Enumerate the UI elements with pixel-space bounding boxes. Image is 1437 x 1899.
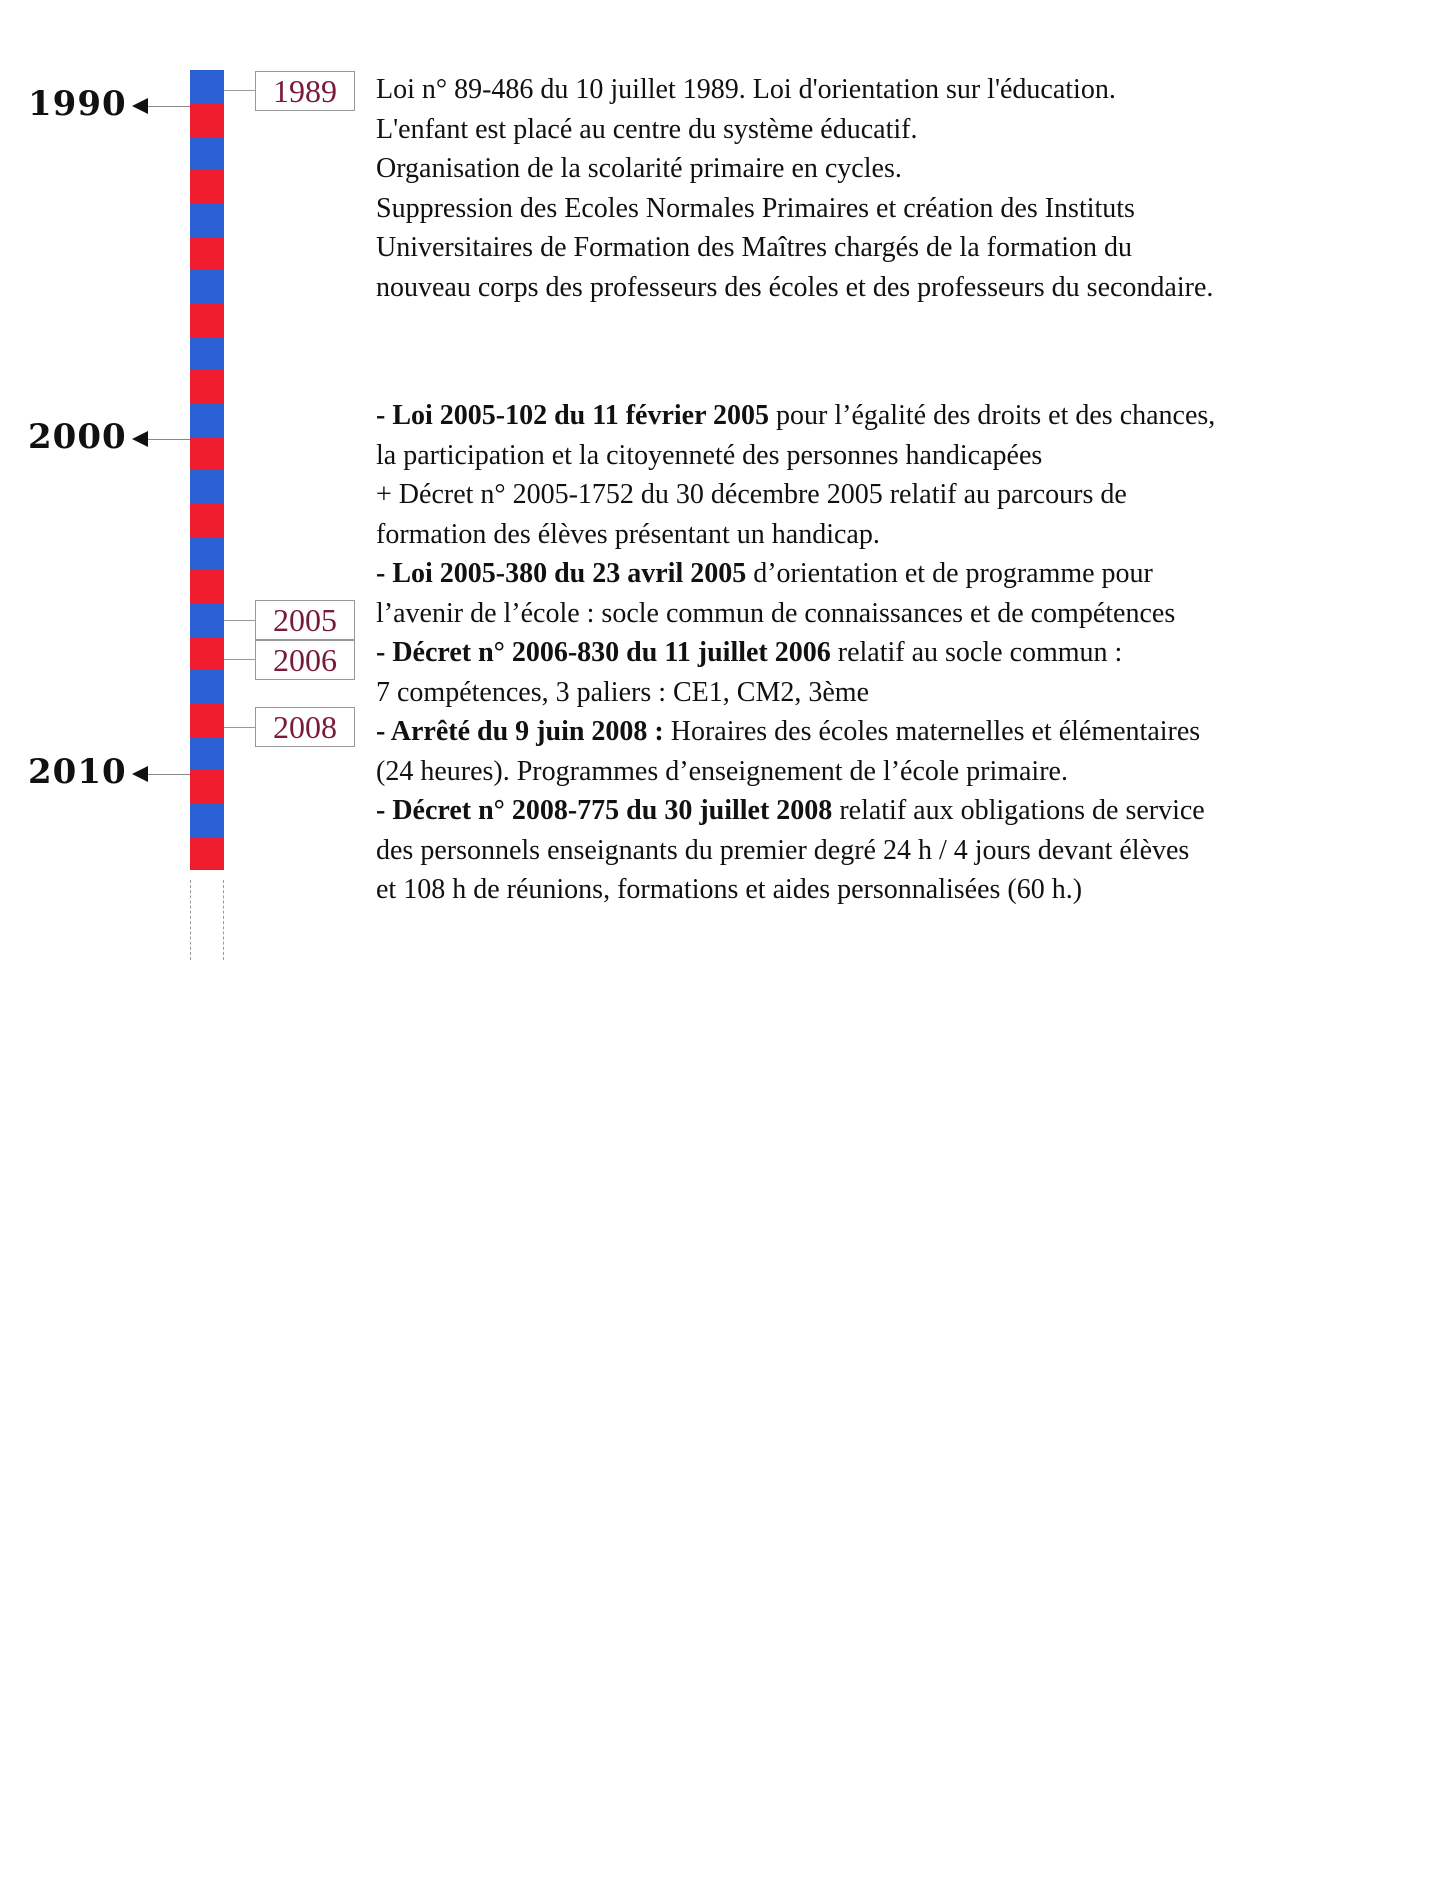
entry-loi-2005-380 [376, 554, 1386, 594]
entry-arrete-2008 [376, 712, 1386, 752]
timeline-segment [190, 537, 224, 570]
timeline-segment [190, 770, 224, 803]
entry-title: - Décret n° 2008-775 du 30 juillet 2008 [376, 795, 833, 826]
entry-line: des personnels enseignants du premier degré 24 h / 4 jours devant élèves [376, 834, 1190, 866]
decade-label-2000: 2000 [28, 417, 127, 457]
arrow-left-icon [132, 766, 148, 782]
year-connector [224, 727, 255, 728]
entry-line: Organisation de la scolarité primaire en cycles. [376, 153, 902, 184]
timeline-segment [190, 137, 224, 170]
entry-text: relatif aux obligations de service [832, 795, 1205, 826]
timeline-segment [190, 570, 224, 603]
timeline-segment [190, 803, 224, 836]
decade-tick [148, 774, 190, 775]
year-tag-1989: 1989 [255, 71, 355, 111]
entry-title: - Loi 2005-380 du 23 avril 2005 [376, 558, 747, 589]
timeline-segment [190, 237, 224, 270]
timeline-segment [190, 437, 224, 470]
decade-label-2010: 2010 [28, 752, 127, 792]
entry-line: formation des élèves présentant un handicap. [376, 518, 880, 550]
timeline-segment [190, 703, 224, 736]
entry-text: d’orientation et de programme pour [746, 558, 1153, 589]
year-tag-2008: 2008 [255, 707, 355, 747]
timeline-segment [190, 303, 224, 336]
timeline-segment [190, 637, 224, 670]
year-connector [224, 620, 255, 621]
timeline-segment [190, 337, 224, 370]
entry-text: relatif au socle commun : [830, 637, 1123, 668]
timeline-segment [190, 670, 224, 703]
timeline-segment [190, 403, 224, 436]
entry-line: nouveau corps des professeurs des écoles et des professeurs du secondaire. [376, 271, 1214, 303]
timeline-segment [190, 603, 224, 636]
decade-label-1990: 1990 [28, 84, 127, 124]
entry-title: - Décret n° 2006-830 du 11 juillet 2006 [376, 637, 831, 668]
entry-title: - Arrêté du 9 juin 2008 : [376, 716, 664, 747]
timeline-segment [190, 103, 224, 136]
entry-line: Loi n° 89-486 du 10 juillet 1989. Loi d'orientation sur l'éducation. [376, 74, 1116, 105]
arrow-left-icon [132, 98, 148, 114]
year-connector [224, 90, 255, 91]
entry-line: la participation et la citoyenneté des personnes handicapées [376, 439, 1043, 471]
timeline-segment [190, 203, 224, 236]
entry-text: pour l’égalité des droits et des chances, [769, 400, 1216, 431]
timeline-segment [190, 837, 224, 870]
entry-title: - Loi 2005-102 du 11 février 2005 [376, 400, 770, 431]
year-tag-2006: 2006 [255, 640, 355, 680]
entry-line: l’avenir de l’école : socle commun de connaissances et de compétences [376, 597, 1176, 629]
timeline-continuation-right [223, 880, 224, 960]
timeline-segment [190, 70, 224, 103]
entry-line: + Décret n° 2005-1752 du 30 décembre 2005 relatif au parcours de [376, 479, 1127, 510]
decade-tick [148, 439, 190, 440]
entry-decret-2008-775 [376, 791, 1386, 831]
entry-decret-2006-830 [376, 633, 1386, 673]
entry-text: Horaires des écoles maternelles et élémentaires [663, 716, 1201, 747]
decade-tick [148, 106, 190, 107]
entry-line: Suppression des Ecoles Normales Primaires et création des Instituts [376, 192, 1135, 224]
arrow-left-icon [132, 431, 148, 447]
timeline-segment [190, 503, 224, 536]
timeline-bar [190, 70, 224, 870]
timeline-segment [190, 270, 224, 303]
year-tag-2005: 2005 [255, 600, 355, 640]
entry-line: (24 heures). Programmes d’enseignement de l’école primaire. [376, 755, 1068, 787]
entry-loi-2005-102 [376, 396, 1386, 436]
timeline-segment [190, 170, 224, 203]
entry-line: Universitaires de Formation des Maîtres chargés de la formation du [376, 232, 1133, 263]
entry-line: L'enfant est placé au centre du système éducatif. [376, 113, 918, 145]
timeline-segment [190, 737, 224, 770]
entry-line: 7 compétences, 3 paliers : CE1, CM2, 3ème [376, 676, 869, 708]
timeline-segment [190, 370, 224, 403]
entry-1989 [376, 70, 1386, 307]
timeline-continuation-left [190, 880, 191, 960]
timeline-segment [190, 470, 224, 503]
entries-2005-2008 [376, 396, 1386, 910]
year-connector [224, 659, 255, 660]
entry-line: et 108 h de réunions, formations et aides personnalisées (60 h.) [376, 874, 1083, 905]
